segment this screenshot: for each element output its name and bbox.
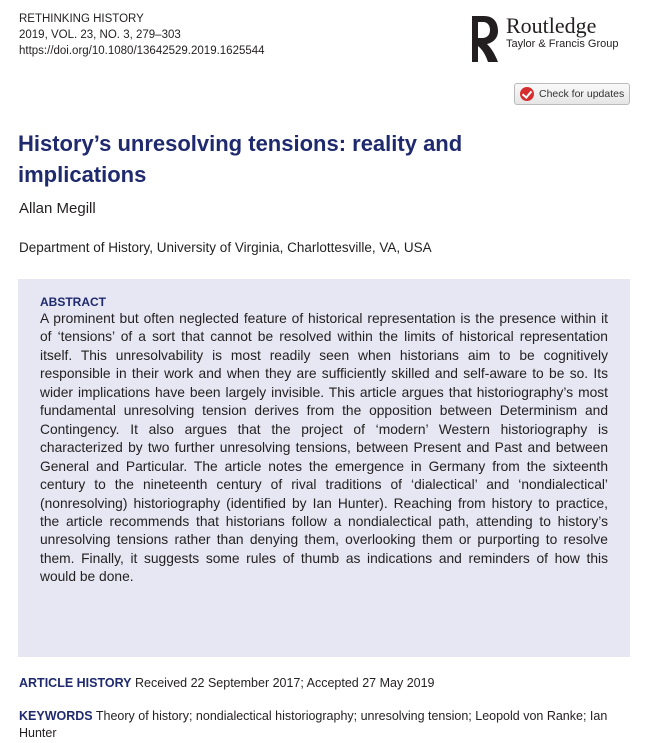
- publisher-branding: [462, 14, 618, 64]
- keywords-list: Theory of history; nondialectical historiography; unresolving tension; Leopold von Ranke; Ian Hunter: [19, 709, 608, 740]
- journal-volume: 2019, VOL. 23, NO. 3, 279–303: [19, 29, 181, 41]
- author-name[interactable]: Allan Megill: [19, 200, 96, 217]
- routledge-logo-icon: [462, 14, 500, 64]
- journal-info: [19, 11, 265, 59]
- abstract-heading: ABSTRACT: [40, 295, 106, 309]
- keywords: [19, 708, 634, 742]
- abstract-text: A prominent but often neglected feature of historical representation is the presence within it of ‘tensions’ of a sort that cannot be resolved within the limits of historical representation itself. This unresolvability is most readily seen when historians aim to be cognitively responsible in their work and when they are sufficiently skilled and self-aware to be so. Its wider implications have been largely invisible. This article argues that historiography’s most fundamental unresolving tension derives from the opposition between Determinism and Contingency. It also argues that the project of ‘modern’ Western historiography is characterized by two further unresolving tensions, between Present and Past and between General and Particular. The article notes the emergence in Germany from the sixteenth century to the nineteenth century of rival traditions of ‘dialectical’ and ‘nondialectical’ (nonresolving) historiography (identified by Ian Hunter). Reaching from history to practice, the article recommends that historians follow a nondialectical path, attending to history’s unresolving tensions rather than denying them, overlooking them or purporting to resolve them. Finally, it suggests some rules of thumb as indications and reminders of how this would be done.: [40, 311, 608, 585]
- article-history-label: ARTICLE HISTORY: [19, 676, 132, 690]
- check-for-updates-label: Check for updates: [539, 88, 625, 100]
- article-history-dates: Received 22 September 2017; Accepted 27 May 2019: [135, 676, 435, 690]
- check-for-updates-button[interactable]: [514, 83, 630, 105]
- publisher-name: Routledge: [506, 13, 597, 38]
- keywords-label: KEYWORDS: [19, 709, 93, 723]
- journal-doi-link[interactable]: https://doi.org/10.1080/13642529.2019.1625544: [19, 45, 265, 57]
- publisher-group: Taylor & Francis Group: [506, 38, 619, 50]
- journal-name: RETHINKING HISTORY: [19, 13, 144, 25]
- checkmark-icon: [520, 87, 534, 101]
- article-title: History’s unresolving tensions: reality and implications: [18, 131, 463, 187]
- abstract-box: [18, 279, 630, 657]
- author-affiliation: Department of History, University of Virginia, Charlottesville, VA, USA: [19, 240, 432, 255]
- article-history: [19, 676, 435, 690]
